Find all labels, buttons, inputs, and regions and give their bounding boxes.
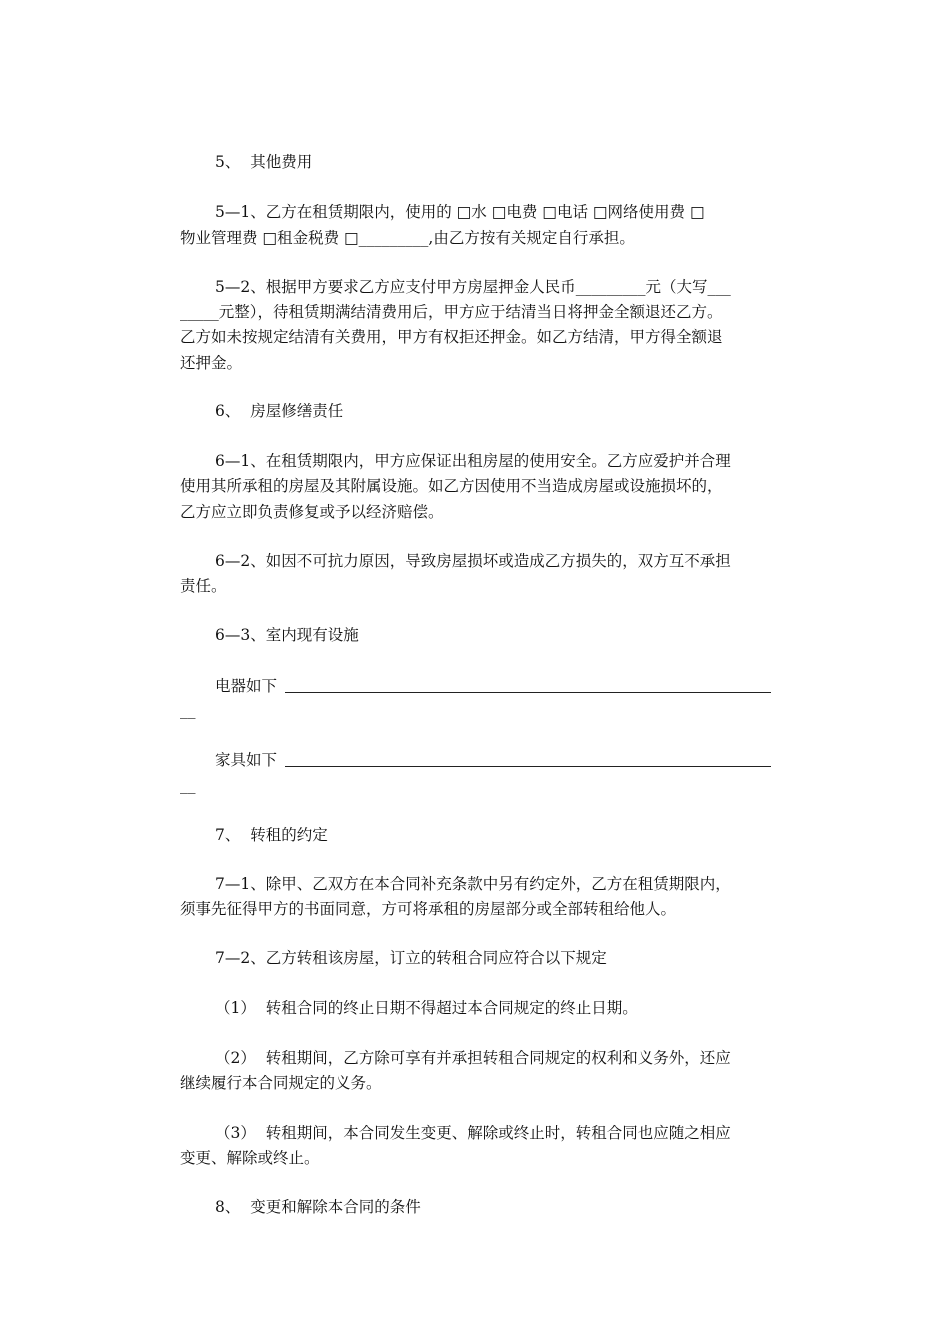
clause-5-1-line-1: 5—1、乙方在租赁期限内，使用的 □水 □电费 □电话 □网络使用费 □ — [215, 203, 705, 221]
item-2-line-1: （2） 转租期间，乙方除可享有并承担转租合同规定的权利和义务外，还应 — [215, 1049, 731, 1067]
item-3-line-1: （3） 转租期间，本合同发生变更、解除或终止时，转租合同也应随之相应 — [215, 1124, 731, 1142]
clause-6-2-line-1: 6—2、如因不可抗力原因，导致房屋损坏或造成乙方损失的，双方互不承担 — [215, 552, 731, 570]
clause-7-1-line-1: 7—1、除甲、乙双方在本合同补充条款中另有约定外，乙方在租赁期限内， — [215, 875, 731, 893]
appliances-label: 电器如下 — [215, 677, 278, 695]
clause-6-1-line-2: 使用其所承租的房屋及其附属设施。如乙方因使用不当造成房屋或设施损坏的， — [180, 477, 723, 495]
section-heading-7: 7、 转租的约定 — [215, 826, 328, 844]
furniture-blank-line — [285, 766, 771, 767]
section-heading-5: 5、 其他费用 — [215, 153, 313, 171]
furniture-label: 家具如下 — [215, 751, 278, 769]
clause-5-2-line-2: _____元整），待租赁期满结清费用后，甲方应于结清当日将押金全额退还乙方。 — [180, 303, 723, 321]
clause-6-3: 6—3、室内现有设施 — [215, 626, 359, 644]
section-heading-8: 8、 变更和解除本合同的条件 — [215, 1198, 421, 1216]
clause-5-2-line-3: 乙方如未按规定结清有关费用，甲方有权拒还押金。如乙方结清，甲方得全额退 — [180, 328, 723, 346]
clause-6-1-line-3: 乙方应立即负责修复或予以经济赔偿。 — [180, 503, 444, 521]
clause-6-1-line-1: 6—1、在租赁期限内，甲方应保证出租房屋的使用安全。乙方应爱护并合理 — [215, 452, 731, 470]
clause-5-2-line-4: 还押金。 — [180, 354, 243, 372]
item-1: （1） 转租合同的终止日期不得超过本合同规定的终止日期。 — [215, 999, 638, 1017]
clause-7-1-line-2: 须事先征得甲方的书面同意，方可将承租的房屋部分或全部转租给他人。 — [180, 900, 677, 918]
item-2-line-2: 继续履行本合同规定的义务。 — [180, 1074, 382, 1092]
clause-5-1-line-2: 物业管理费 □租金税费 □_________,由乙方按有关规定自行承担。 — [180, 229, 635, 247]
section-heading-6: 6、 房屋修缮责任 — [215, 402, 344, 420]
appliances-blank-line — [285, 692, 771, 693]
item-3-line-2: 变更、解除或终止。 — [180, 1149, 320, 1167]
clause-6-2-line-2: 责任。 — [180, 577, 227, 595]
clause-5-2-line-1: 5—2、根据甲方要求乙方应支付甲方房屋押金人民币_________元（大写___ — [215, 278, 731, 296]
appliances-blank-continuation: __ — [180, 701, 196, 719]
clause-7-2: 7—2、乙方转租该房屋，订立的转租合同应符合以下规定 — [215, 949, 607, 967]
furniture-blank-continuation: __ — [180, 776, 196, 794]
